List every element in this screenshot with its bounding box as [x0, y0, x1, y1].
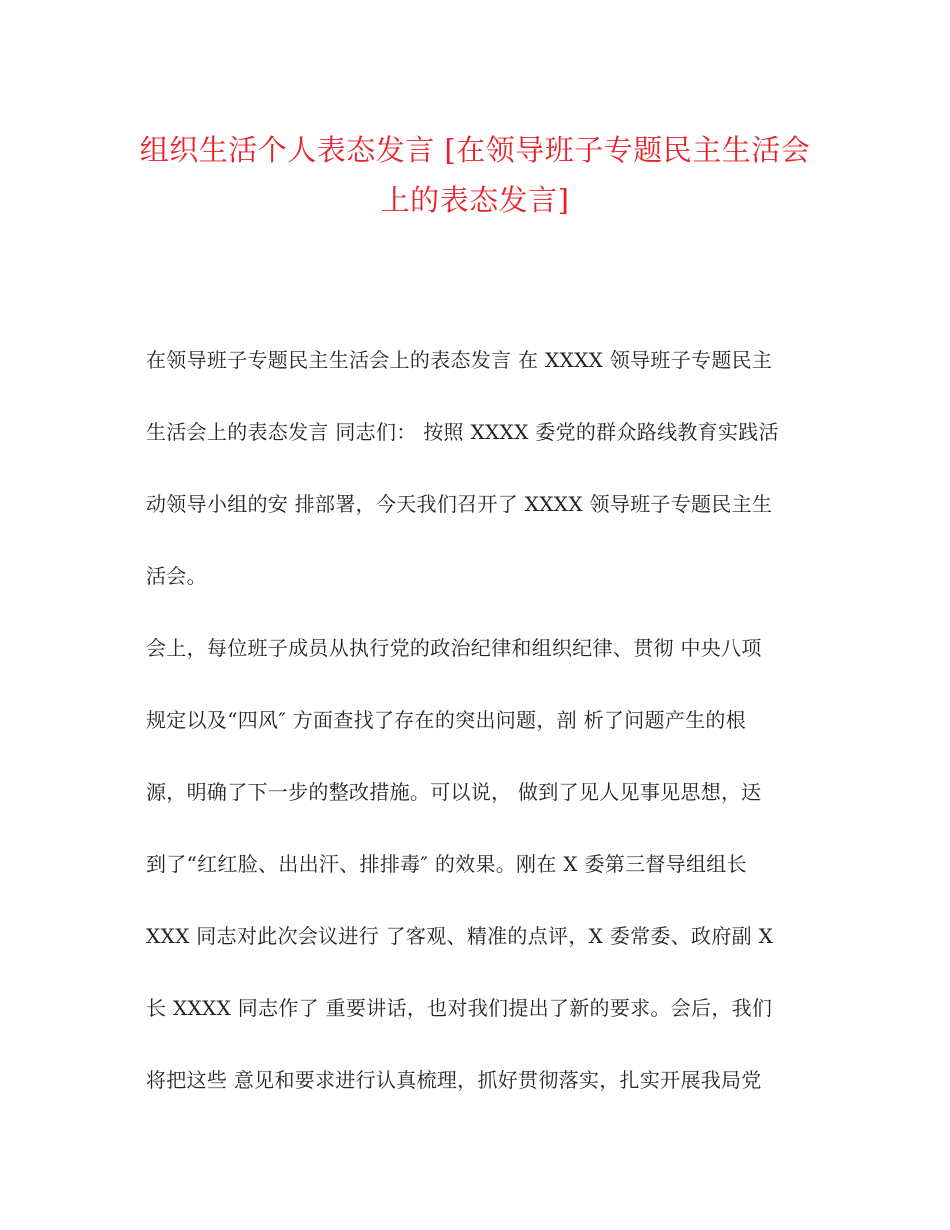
body-line: 将把这些 意见和要求进行认真梳理，抓好贯彻落实，扎实开展我局党: [146, 1068, 762, 1092]
body-line: 生活会上的表态发言 同志们： 按照 XXXX 委党的群众路线教育实践活: [146, 420, 779, 444]
document-body: [146, 340, 806, 1132]
body-line: 在领导班子专题民主生活会上的表态发言 在 XXXX 领导班子专题民主: [146, 348, 773, 372]
body-line: 动领导小组的安 排部署，今天我们召开了 XXXX 领导班子专题民主生: [146, 492, 773, 516]
body-line: 到了“红红脸、出出汗、排排毒″ 的效果。刚在 X 委第三督导组组长: [146, 852, 747, 876]
body-line: 长 XXXX 同志作了 重要讲话，也对我们提出了新的要求。会后，我们: [146, 996, 773, 1020]
body-line: 源，明确了下一步的整改措施。可以说， 做到了见人见事见思想，迗: [146, 780, 762, 804]
body-line: 活会。: [146, 564, 207, 588]
document-title: [120, 125, 830, 225]
title-line-2: 上的表态发言]: [380, 183, 570, 217]
title-line-1: 组织生活个人表态发言 [在领导班子专题民主生活会: [139, 133, 811, 167]
body-line: XXX 同志对此次会议进行 了客观、精准的点评，X 委常委、政府副 X: [146, 924, 774, 948]
body-line: 会上，每位班子成员从执行党的政治纪律和组织纪律、贯彻 中央八项: [146, 636, 762, 660]
body-line: 规定以及“四风″ 方面查找了存在的突出问题，剖 析了问题产生的根: [146, 708, 747, 732]
